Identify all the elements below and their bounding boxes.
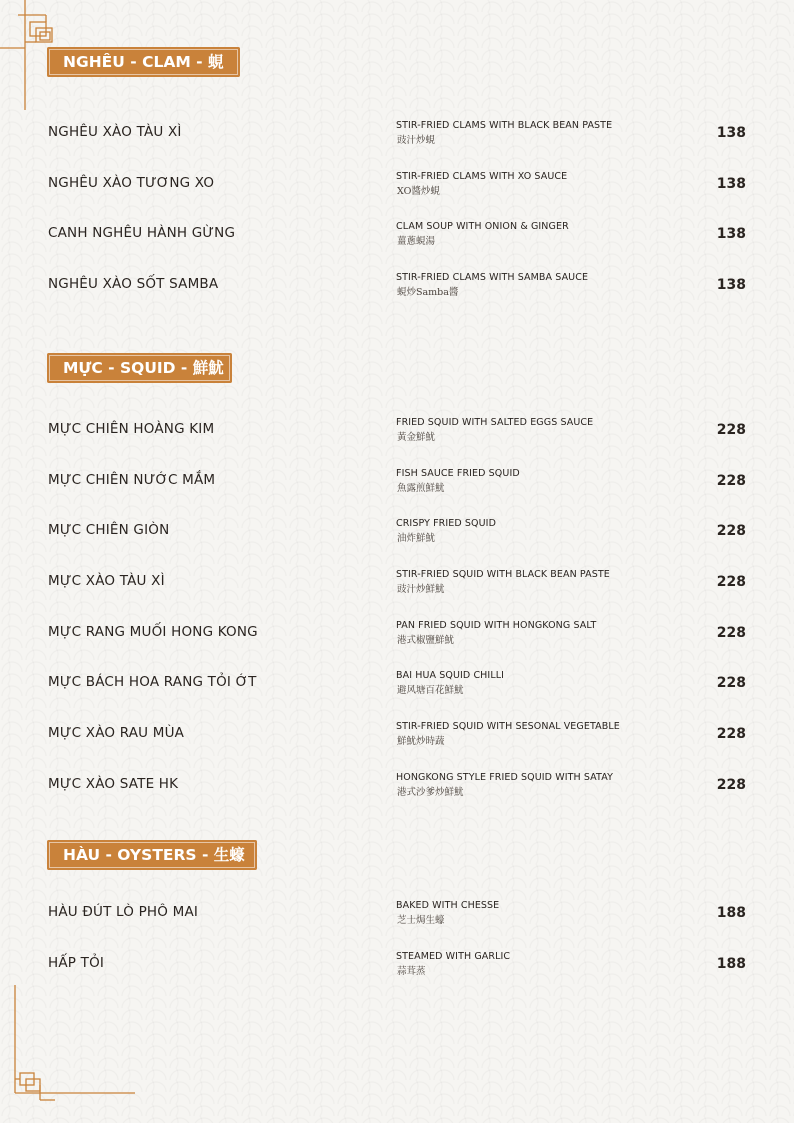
menu-item <box>0 272 794 308</box>
item-chinese: 豉汁炒蜆 <box>397 135 436 146</box>
section-title-oysters: HÀU - OYSTERS - 生蠔 <box>47 840 257 870</box>
item-name: NGHÊU XÀO TƯƠNG XO <box>48 175 215 191</box>
item-name: MỰC XÀO SATE HK <box>48 776 179 792</box>
item-english: STIR-FRIED SQUID WITH BLACK BEAN PASTE <box>396 569 610 580</box>
item-price: 138 <box>716 277 746 293</box>
item-name: MỰC CHIÊN HOÀNG KIM <box>48 421 215 437</box>
section-title-squid: MỰC - SQUID - 鮮魷 <box>47 353 232 383</box>
item-chinese: 芝士焗生蠔 <box>397 915 445 926</box>
menu-item <box>0 900 794 936</box>
item-price: 228 <box>716 726 746 742</box>
item-english: CRISPY FRIED SQUID <box>396 518 496 529</box>
item-name: CANH NGHÊU HÀNH GỪNG <box>48 225 236 241</box>
item-english: STIR-FRIED CLAMS WITH BLACK BEAN PASTE <box>396 120 613 131</box>
item-chinese: 蒜茸蒸 <box>397 966 426 977</box>
menu-item <box>0 417 794 453</box>
item-price: 228 <box>716 675 746 691</box>
section-title-clam: NGHÊU - CLAM - 蜆 <box>47 47 240 77</box>
item-english: STIR-FRIED CLAMS WITH SAMBA SAUCE <box>396 272 589 283</box>
menu-item <box>0 468 794 504</box>
item-name: HẤP TỎI <box>48 955 105 971</box>
menu-item <box>0 620 794 656</box>
item-price: 188 <box>716 956 746 972</box>
item-name: HÀU ĐÚT LÒ PHÔ MAI <box>48 904 199 920</box>
item-english: HONGKONG STYLE FRIED SQUID WITH SATAY <box>396 772 613 783</box>
item-name: NGHÊU XÀO SỐT SAMBA <box>48 276 219 292</box>
menu-item <box>0 171 794 207</box>
item-price: 228 <box>716 625 746 641</box>
item-price: 228 <box>716 777 746 793</box>
menu-item <box>0 951 794 987</box>
menu-item <box>0 721 794 757</box>
item-english: STIR-FRIED SQUID WITH SESONAL VEGETABLE <box>396 721 620 732</box>
item-chinese: 黃金鮮魷 <box>397 432 436 443</box>
item-chinese: 避风塘百花鮮魷 <box>397 685 464 696</box>
item-name: MỰC BÁCH HOA RANG TỎI ỚT <box>48 674 257 690</box>
item-chinese: XO醬炒蜆 <box>397 186 440 197</box>
item-price: 138 <box>716 176 746 192</box>
item-price: 228 <box>716 473 746 489</box>
item-name: MỰC XÀO TÀU XÌ <box>48 573 165 589</box>
menu-item <box>0 670 794 706</box>
item-chinese: 薑蔥蜆湯 <box>397 236 436 247</box>
item-chinese: 油炸鮮魷 <box>397 533 436 544</box>
item-chinese: 蜆炒Samba醬 <box>397 287 459 298</box>
item-name: MỰC CHIÊN NƯỚC MẮM <box>48 472 216 488</box>
item-english: BAKED WITH CHESSE <box>396 900 500 911</box>
item-name: MỰC CHIÊN GIÒN <box>48 522 170 538</box>
item-price: 228 <box>716 523 746 539</box>
item-chinese: 豉汁炒鮮魷 <box>397 584 445 595</box>
item-price: 228 <box>716 574 746 590</box>
item-price: 138 <box>716 125 746 141</box>
item-english: STIR-FRIED CLAMS WITH XO SAUCE <box>396 171 568 182</box>
item-english: CLAM SOUP WITH ONION & GINGER <box>396 221 569 232</box>
item-english: PAN FRIED SQUID WITH HONGKONG SALT <box>396 620 597 631</box>
item-chinese: 鮮魷炒時蔬 <box>397 736 445 747</box>
item-english: FISH SAUCE FRIED SQUID <box>396 468 520 479</box>
corner-ornament-bottom-left <box>0 985 140 1110</box>
menu-item <box>0 221 794 257</box>
item-english: STEAMED WITH GARLIC <box>396 951 511 962</box>
item-name: NGHÊU XÀO TÀU XÌ <box>48 124 182 140</box>
menu-item <box>0 120 794 156</box>
menu-item <box>0 772 794 808</box>
item-chinese: 港式椒鹽鮮魷 <box>397 635 455 646</box>
item-chinese: 魚露煎鮮魷 <box>397 483 445 494</box>
item-price: 228 <box>716 422 746 438</box>
item-price: 188 <box>716 905 746 921</box>
item-english: BAI HUA SQUID CHILLI <box>396 670 505 681</box>
item-english: FRIED SQUID WITH SALTED EGGS SAUCE <box>396 417 594 428</box>
item-name: MỰC RANG MUỐI HONG KONG <box>48 624 258 640</box>
item-name: MỰC XÀO RAU MÙA <box>48 725 185 741</box>
menu-item <box>0 569 794 605</box>
menu-item <box>0 518 794 554</box>
item-chinese: 港式沙爹炒鮮魷 <box>397 787 464 798</box>
item-price: 138 <box>716 226 746 242</box>
